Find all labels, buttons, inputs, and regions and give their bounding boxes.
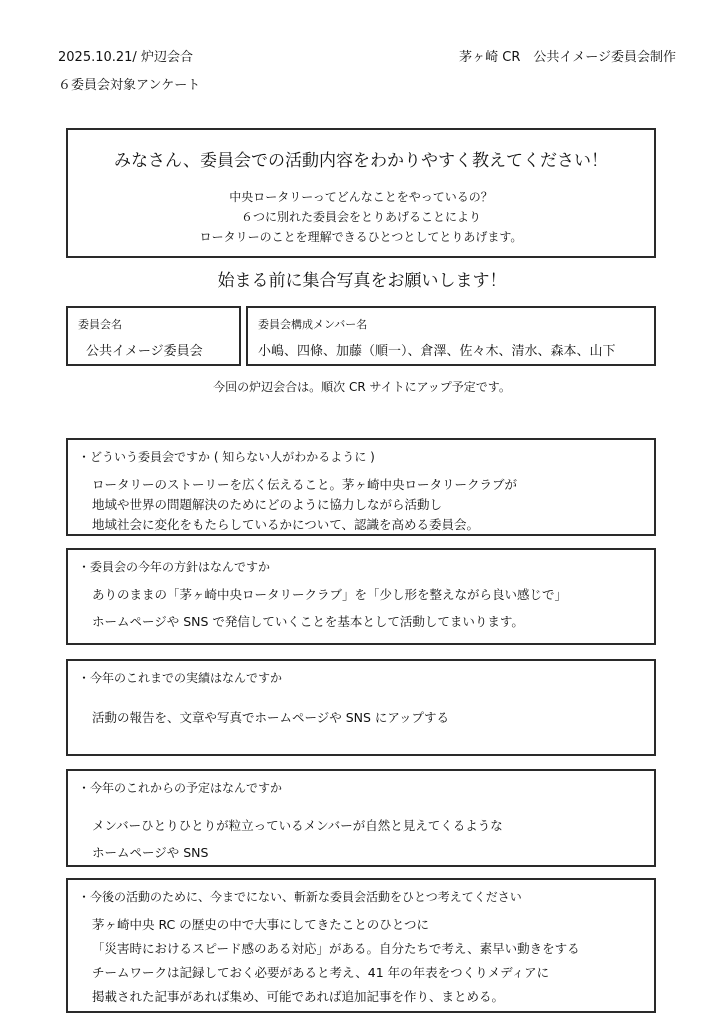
answer-line: 「災害時におけるスピード感のある対応」がある。自分たちで考え、素早い動きをする xyxy=(92,941,580,956)
qa-section-achievements xyxy=(66,659,656,756)
answer-line: 地域社会に変化をもたらしているかについて、認識を高める委員会。 xyxy=(92,517,480,532)
answer-line: ホームページや SNS で発信していくことを基本として活動してまいります。 xyxy=(92,614,524,629)
event-date: 2025.10.21/ 炉辺会合 xyxy=(58,50,193,65)
committee-members-label: 委員会構成メンバー名 xyxy=(258,318,368,331)
answer-line: ありのままの「茅ヶ崎中央ロータリークラブ」を「少し形を整えながら良い感じで」 xyxy=(92,587,568,602)
answer-line: ホームページや SNS xyxy=(92,845,209,860)
committee-members-value: 小嶋、四條、加藤（順一）、倉澤、佐々木、清水、森本、山下 xyxy=(258,344,616,359)
answer-line: 活動の報告を、文章や写真でホームページや SNS にアップする xyxy=(92,710,450,725)
intro-box xyxy=(66,128,656,258)
intro-line: ６つに別れた委員会をとりあげることにより xyxy=(240,210,481,224)
qa-section-upcoming-plans xyxy=(66,769,656,867)
intro-line: 中央ロータリーってどんなことをやっているの？ xyxy=(229,190,493,204)
question: ・どういう委員会ですか ( 知らない人がわかるように ) xyxy=(78,450,375,464)
answer-line: 地域や世界の問題解決のためにどのように協力しながら活動し xyxy=(92,497,443,512)
question: ・今年のこれまでの実績はなんですか xyxy=(78,671,283,685)
committee-members-box xyxy=(246,306,656,366)
question: ・今年のこれからの予定はなんですか xyxy=(78,781,283,795)
answer-line: 茅ヶ崎中央 RC の歴史の中で大事にしてきたことのひとつに xyxy=(92,917,429,932)
qa-section-committee-description xyxy=(66,438,656,536)
intro-line: ロータリーのことを理解できるひとつとしてとりあげます。 xyxy=(199,230,523,244)
committee-name-value: 公共イメージ委員会 xyxy=(86,344,203,359)
committee-name-box xyxy=(66,306,241,366)
qa-section-yearly-policy xyxy=(66,548,656,645)
upload-note: 今回の炉辺会合は。順次 CR サイトにアップ予定です。 xyxy=(213,380,511,394)
intro-title: みなさん、委員会での活動内容をわかりやすく教えてください！ xyxy=(113,151,609,171)
question: ・今後の活動のために、今までにない、斬新な委員会活動をひとつ考えてください xyxy=(78,890,522,904)
group-photo-headline: 始まる前に集合写真をお願いします！ xyxy=(217,271,507,291)
answer-line: チームワークは記録しておく必要があると考え、41 年の年表をつくりメディアに xyxy=(92,965,550,980)
survey-subtitle: ６委員会対象アンケート xyxy=(58,78,201,93)
qa-section-new-activity-idea xyxy=(66,878,656,1013)
answer-line: メンバーひとりひとりが粒立っているメンバーが自然と見えてくるような xyxy=(92,818,503,833)
committee-name-label: 委員会名 xyxy=(78,318,122,331)
answer-line: ロータリーのストーリーを広く伝えること。茅ヶ崎中央ロータリークラブが xyxy=(92,477,518,492)
answer-line: 掲載された記事があれば集め、可能であれば追加記事を作り、まとめる。 xyxy=(92,989,505,1004)
question: ・委員会の今年の方針はなんですか xyxy=(78,560,271,574)
producer-credit: 茅ヶ崎 CR 公共イメージ委員会制作 xyxy=(459,50,676,65)
